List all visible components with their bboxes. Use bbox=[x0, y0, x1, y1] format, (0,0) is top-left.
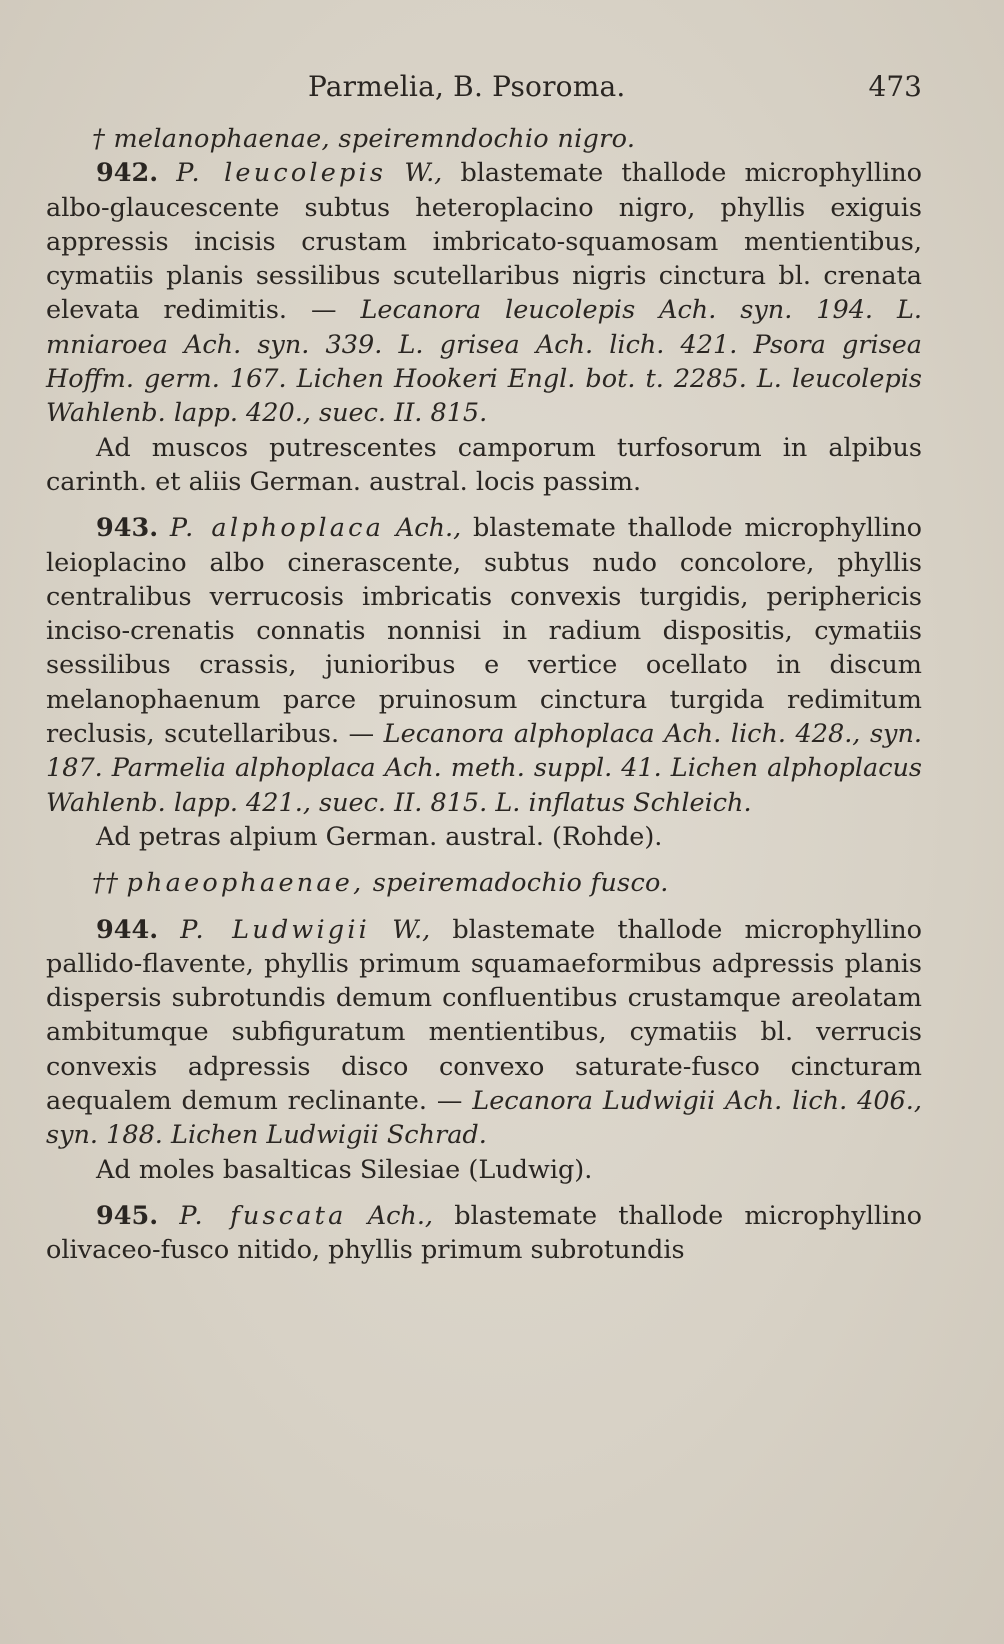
species-description: blastemate thallode microphyllino pallido-flavente, phyllis primum squamaeformibus adpressis planis dispersis subrotundis demum confluentibus crustamque areolatam ambitumque subfiguratum mentientibus, cymatiis bl. verrucis convexis adpressis disco convexo saturate-fusco cincturam aequalem demum reclinante. — bbox=[46, 914, 923, 1117]
species-name: P. fuscata bbox=[179, 1200, 347, 1231]
species-author: Ach., bbox=[395, 513, 462, 544]
page-number: 473 bbox=[868, 70, 922, 103]
species-name: P. Ludwigii bbox=[180, 914, 371, 945]
entry-number: 945. bbox=[96, 1200, 159, 1231]
entry-number: 942. bbox=[96, 158, 159, 189]
synonymy: Lecanora Ludwigii Ach. lich. 406., syn. 188. Lichen Ludwigii Schrad. bbox=[46, 1086, 922, 1151]
entry-number: 944. bbox=[96, 914, 159, 945]
habitat: Ad muscos putrescentes camporum turfosorum in alpibus carinth. et aliis German. austral. locis passim. bbox=[46, 432, 922, 497]
species-entry-944 bbox=[46, 913, 922, 1187]
section-name: phaeophaenae, bbox=[126, 868, 365, 899]
section-mark: †† bbox=[92, 868, 119, 899]
species-entry-945 bbox=[46, 1199, 922, 1268]
species-description: blastemate thallode microphyllino albo-glaucescente subtus heteroplacino nigro, phyllis exiguis appressis incisis crustam imbricato-squamosam mentientibus, cymatiis planis sessilibus scutellaribus nigris cinctura bl. crenata elevata redimitis. — bbox=[46, 158, 923, 326]
running-head: Parmelia, B. Psoroma. bbox=[308, 70, 626, 103]
species-entry-943 bbox=[46, 511, 922, 854]
habitat: Ad moles basalticas Silesiae (Ludwig). bbox=[96, 1154, 593, 1185]
page-header bbox=[46, 70, 922, 114]
species-author: W., bbox=[404, 158, 443, 189]
section-rest: speiremadochio fusco. bbox=[372, 868, 669, 899]
species-name: P. alphoplaca bbox=[169, 513, 385, 544]
section-heading-phaeophaenae bbox=[92, 866, 922, 900]
species-description: blastemate thallode microphyllino olivaceo-fusco nitido, phyllis primum subrotundis bbox=[46, 1200, 922, 1266]
species-name: P. leucolepis bbox=[176, 158, 387, 189]
species-entry-942 bbox=[46, 156, 922, 499]
species-description: blastemate thallode microphyllino leioplacino albo cinerascente, subtus nudo concolore, phyllis centralibus verrucosis imbricatis convexis turgidis, periphericis inciso-crenatis connatis nonnisi in radium dispositis, cymatiis sessilibus crassis, junioribus e vertice ocellato in discum melanophaenum parce pruinosum cinctura turgida redimitum reclusis, scutellaribus. — bbox=[46, 513, 922, 750]
species-author: W., bbox=[392, 914, 431, 945]
section-heading-melanophaenae: † melanophaenae, speiremndochio nigro. bbox=[92, 124, 636, 154]
synonymy: Lecanora leucolepis Ach. syn. 194. L. mniaroea Ach. syn. 339. L. grisea Ach. lich. 421. Psora grisea Hoffm. germ. 167. Lichen Hookeri Engl. bot. t. 2285. L. leucolepis Wahlenb. lapp. 420., suec. II. 815. bbox=[46, 295, 923, 429]
entry-number: 943. bbox=[96, 513, 159, 544]
synonymy: Lecanora alphoplaca Ach. lich. 428., syn. 187. Parmelia alphoplaca Ach. meth. suppl. 41. Lichen alphoplacus Wahlenb. lapp. 421., suec. II. 815. L. inflatus Schleich. bbox=[46, 719, 922, 818]
habitat: Ad petras alpium German. austral. (Rohde). bbox=[96, 821, 663, 852]
book-page bbox=[46, 70, 922, 1268]
species-author: Ach., bbox=[367, 1200, 434, 1231]
